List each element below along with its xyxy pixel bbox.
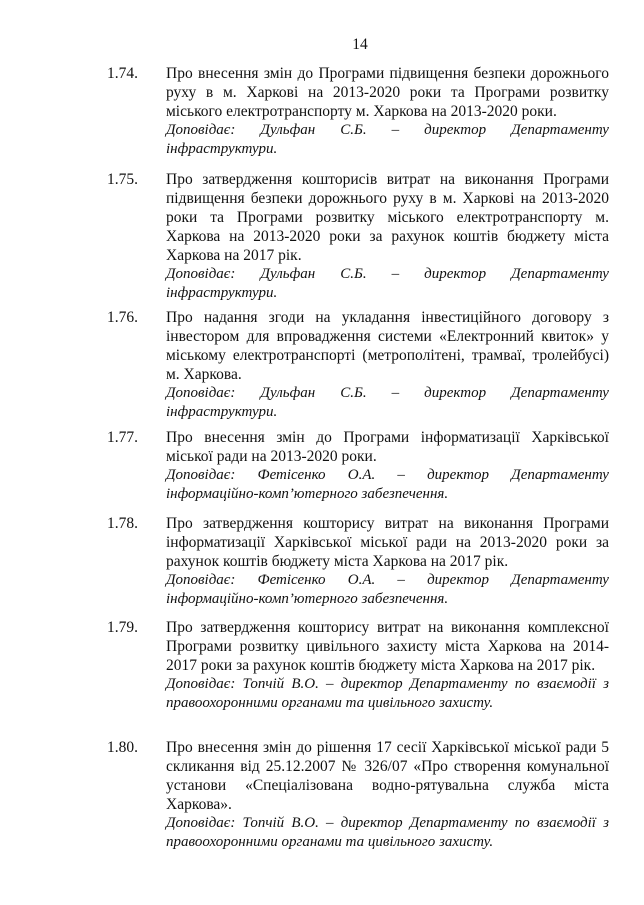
speaker-label: Доповідає: [166,467,236,483]
speaker-name: Фетісенко [257,467,326,483]
item-number: 1.74. [107,65,138,82]
speaker-label: Доповідає: [166,266,236,282]
speaker-label: Доповідає: [166,122,236,138]
item-number: 1.79. [107,619,138,636]
speaker-dept-word: Департаменту [511,266,609,282]
speaker-role: директор [424,122,487,138]
speaker-name: Дульфан [260,385,316,401]
speaker-name: Дульфан [260,266,316,282]
item-body [166,170,609,303]
speaker-department: інфраструктури. [166,141,278,157]
item-title: Про надання згоди на укладання інвестиційного договору з інвестором для впровадження системи «Електронний квиток» у міському електротранспорті (метрополітені, трамваї, тролейбусі) м. Харкова. [166,309,609,383]
speaker-initials: С.Б. [340,385,367,401]
speaker-department: інфраструктури. [166,285,278,301]
speaker-initials: С.Б. [340,122,367,138]
speaker-name: Фетісенко [257,572,326,588]
item-title: Про затвердження кошторису витрат на виконання Програми інформатизації Харківської міської ради на 2013-2020 роки за рахунок коштів бюджету міста Харкова на 2017 рік. [166,515,609,570]
speaker-dept-word: Департаменту [511,572,609,588]
speaker-department: інфраструктури. [166,404,278,420]
speaker-role: директор [427,467,489,483]
speaker-role: директор [427,572,489,588]
speaker-line [166,265,609,284]
item-number: 1.77. [107,429,138,446]
speaker-initials: О.А. [347,467,376,483]
speaker-line: Доповідає: Топчій В.О. – директор Департаменту по взаємодії з правоохоронними органами та цивільного захисту. [166,676,609,711]
speaker-name: Дульфан [260,122,316,138]
speaker-line: Доповідає: Топчій В.О. – директор Департаменту по взаємодії з правоохоронними органами та цивільного захисту. [166,815,609,850]
speaker-line [166,384,609,403]
item-title: Про внесення змін до Програми інформатизації Харківської міської ради на 2013-2020 роки. [166,429,609,465]
item-title: Про затвердження кошторису витрат на виконання комплексної Програми розвитку цивільного захисту міста Харкова на 2014-2017 роки за рахунок коштів бюджету міста Харкова на 2017 рік. [166,619,609,674]
item-number: 1.76. [107,309,138,326]
item-body [166,738,609,852]
item-number: 1.75. [107,171,138,188]
speaker-department: інформаційно-комп’ютерного забезпечення. [166,486,449,502]
speaker-initials: О.А. [347,572,376,588]
speaker-department: інформаційно-комп’ютерного забезпечення. [166,591,449,607]
speaker-initials: С.Б. [340,266,367,282]
speaker-line [166,121,609,140]
page-number: 14 [352,36,368,53]
speaker-dept-word: Департаменту [511,385,609,401]
speaker-dash: – [391,122,400,138]
item-body [166,428,609,504]
item-number: 1.80. [107,739,138,756]
speaker-line [166,466,609,485]
speaker-label: Доповідає: [166,572,236,588]
speaker-label: Доповідає: [166,385,236,401]
item-title: Про внесення змін до рішення 17 сесії Харківської міської ради 5 скликання від 25.12.2007 № 326/07 «Про створення комунальної установи «Спеціалізована водно-рятувальна служба міста Харкова». [166,739,609,813]
speaker-dept-word: Департаменту [511,467,609,483]
speaker-dash: – [391,385,400,401]
speaker-line [166,571,609,590]
item-body [166,64,609,159]
item-title: Про затвердження кошторисів витрат на виконання Програми підвищення безпеки дорожнього руху в м. Харкові на 2013-2020 роки та Програми розвитку міського електротранспорту м. Харкова на 2013-2020 роки за рахунок коштів бюджету міста Харкова на 2017 рік. [166,171,609,264]
speaker-dash: – [397,467,405,483]
item-title: Про внесення змін до Програми підвищення безпеки дорожнього руху в м. Харкові на 2013-2020 роки та Програми розвитку міського електротранспорту м. Харкова на 2013-2020 роки. [166,65,609,120]
item-body [166,308,609,422]
speaker-role: директор [424,385,487,401]
speaker-role: директор [424,266,487,282]
speaker-dash: – [391,266,400,282]
speaker-dept-word: Департаменту [511,122,609,138]
speaker-dash: – [397,572,405,588]
item-body [166,618,609,713]
item-body [166,514,609,609]
item-number: 1.78. [107,515,138,532]
